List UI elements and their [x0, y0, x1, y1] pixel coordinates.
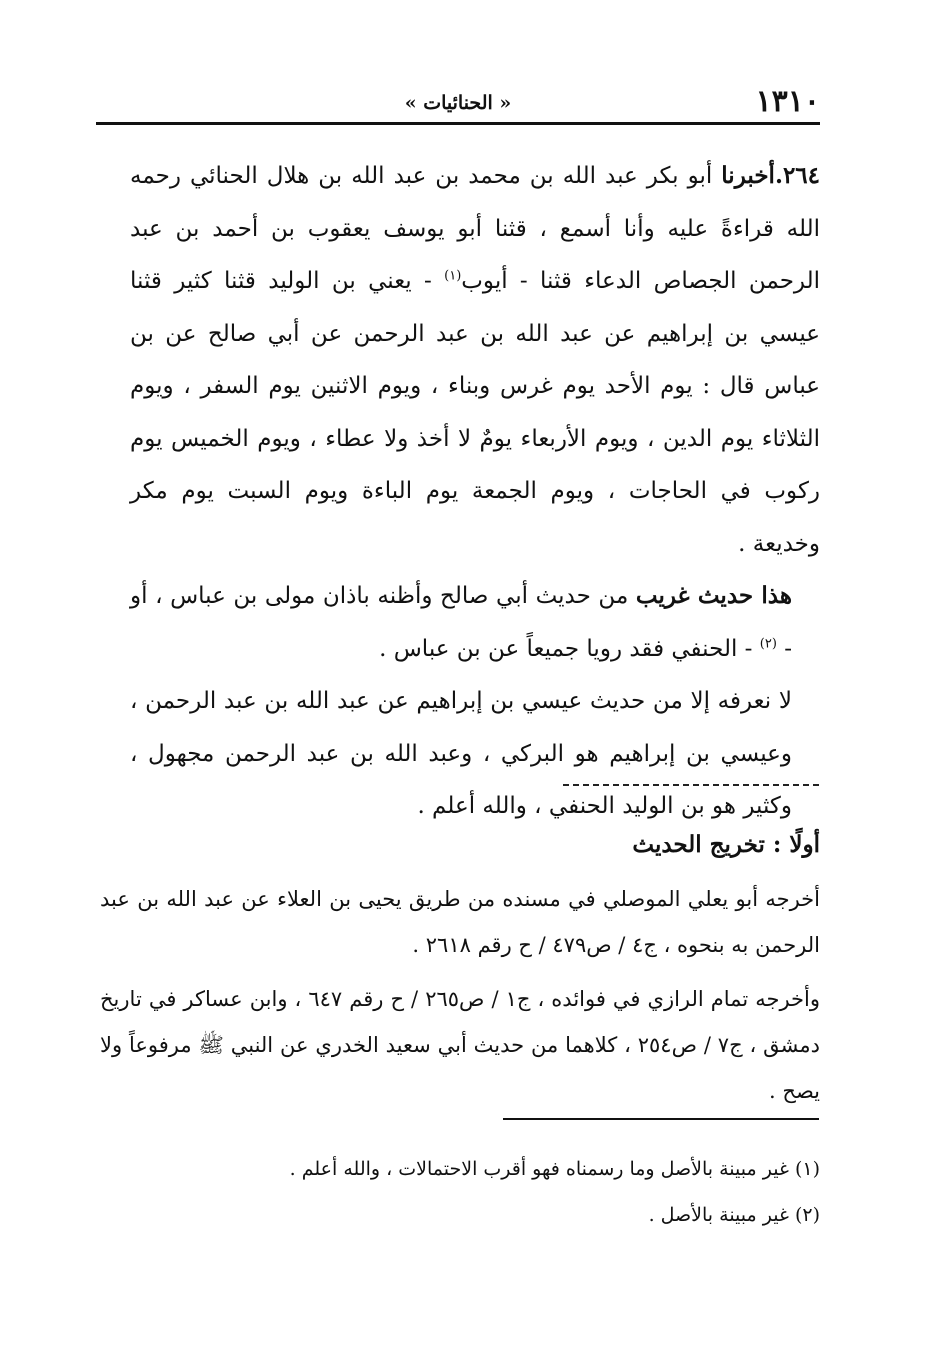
hadith-isnad: أبو بكر عبد الله بن محمد بن عبد الله بن هلال الحنائي رحمه الله قراءةً عليه وأنا أسمع ، قثنا أبو يوسف يعقوب بن أحمد بن عبد الرحمن الجصاص الدعاء قثنا - أيوب: [130, 163, 821, 294]
hadith-comment-1: [130, 570, 792, 675]
page-number: ١٣١٠: [755, 84, 820, 119]
running-title: « الحنائيات »: [404, 92, 512, 114]
hadith-grade: هذا حديث غريب: [635, 582, 792, 609]
hadith-comment-text-continued: - الحنفي فقد رويا جميعاً عن بن عباس .: [379, 635, 760, 662]
hadith-isnad-matn: [130, 150, 820, 570]
footnote-1: [120, 1146, 820, 1192]
hadith-number: ٢٦٤.: [774, 162, 821, 189]
footnote-2: [120, 1192, 820, 1238]
takhrij-paragraph-1: أخرجه أبو يعلي الموصلي في مسنده من طريق يحيى بن العلاء عن عبد الله بن عبد الرحمن به بنحوه ، ج٤ / ص٤٧٩ / ح رقم ٢٦١٨ .: [100, 887, 820, 957]
footnote-2-ref: (٢): [794, 1204, 820, 1226]
takhrij-section: [100, 822, 820, 1122]
section-separator: [563, 784, 819, 786]
footnote-1-text: غير مبينة بالأصل وما رسمناه فهو أقرب الاحتمالات ، والله أعلم .: [289, 1158, 789, 1180]
takhrij-heading: أولًا : تخريج الحديث: [632, 831, 820, 858]
footnotes: [120, 1146, 820, 1238]
hadith-text: [130, 150, 820, 833]
footnote-1-ref: (١): [794, 1158, 820, 1180]
takhrij-paragraph-2: وأخرجه تمام الرازي في فوائده ، ج١ / ص٢٦٥ / ح رقم ٦٤٧ ، وابن عساكر في تاريخ دمشق ، ج٧ / ص٢٥٤ ، كلاهما من حديث أبي سعيد الخدري عن النبي ﷺ مرفوعاً ولا يصح .: [100, 987, 820, 1103]
footnote-ref-1[interactable]: (١): [444, 268, 462, 284]
footnote-ref-2[interactable]: (٢): [759, 635, 777, 651]
hadith-isnad-continued: - يعني بن الوليد قثنا كثير قثنا عيسي بن إبراهيم عن عبد الله بن عبد الرحمن عن أبي صالح عن بن عباس قال : يوم الأحد يوم غرس وبناء ، ويوم الاثنين يوم السفر ، ويوم الثلاثاء يوم الدين ، ويوم الأربعاء يومٌ لا أخذ ولا عطاء ، ويوم الخميس يوم ركوب في الحاجات ، ويوم الجمعة يوم الباءة ويوم السبت يوم مكر وخديعة .: [130, 268, 820, 557]
footnote-2-text: غير مبينة بالأصل .: [648, 1204, 789, 1226]
hadith-comment-2: لا نعرفه إلا من حديث عيسي بن إبراهيم عن عبد الله بن عبد الرحمن ، وعيسي بن إبراهيم هو البركي ، وعبد الله بن عبد الرحمن مجهول ، وكثير هو بن الوليد الحنفي ، والله أعلم .: [130, 688, 792, 819]
hadith-lead-word: أخبرنا: [721, 162, 775, 189]
page-header: [96, 82, 820, 122]
footnote-rule: [503, 1118, 819, 1120]
header-rule: [96, 122, 820, 125]
hadith-comment-text: من حديث أبي صالح وأظنه باذان مولى بن عباس ، أو -: [130, 583, 792, 662]
